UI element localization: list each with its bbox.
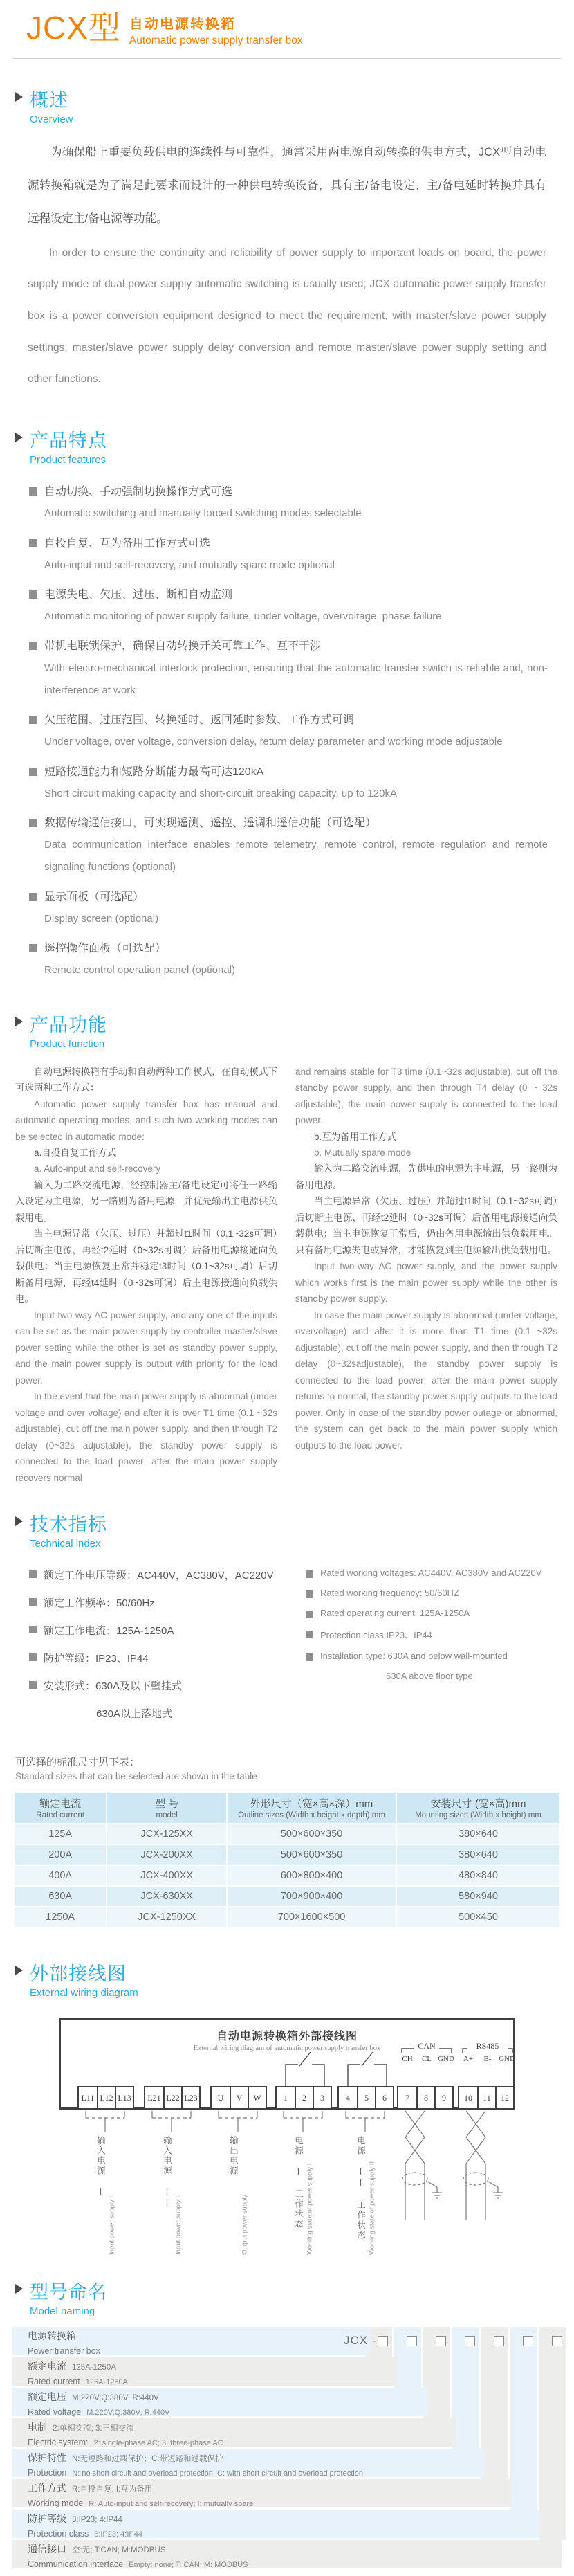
cell: 125A <box>14 1824 107 1844</box>
group-label-zh: 输入电源 II <box>162 2136 172 2210</box>
model-code-box <box>407 2336 417 2346</box>
function-title-en: Product function <box>30 1037 105 1050</box>
feature-zh: 欠压范围、过压范围、转换延时、返回延时参数、工作方式可调 <box>44 714 355 727</box>
function-paragraph: b.互为备用工作方式 <box>314 1131 397 1142</box>
feature-item <box>29 939 548 981</box>
function-paragraph: In case the main power supply is abnormal (under voltage, overvoltage) and after it is more than T1 time (0.1 ~32s adjustable), cut off the main power supply, and then through T2 delay (0~32sadjustable), the standby power supply is connected to the load power; after the main power supply returns to normal, the standby power supply outputs to the load power. Only in case of the standby power outage or abnormal, the system can get back to the main power supply which outputs to the load power. <box>295 1309 557 1451</box>
can-bus-label: CAN <box>418 2041 436 2051</box>
tech-item: Rated working frequency: 50/60HZ <box>306 1588 560 1598</box>
feature-zh: 自投自复、互为备用工作方式可选 <box>44 537 211 550</box>
function-paragraph: 自动电源转换箱有手动和自动两种工作模式，在自动模式下可选两种工作方式： <box>15 1066 277 1094</box>
naming-row: 工作方式 R:自投自复; I:互为备用 Working mode R: Auto-input and self-recovery; I: mutually spare <box>12 2479 512 2507</box>
section-arrow-icon <box>15 1966 23 1975</box>
terminal-strip-can <box>397 2086 454 2110</box>
sizes-table <box>13 1791 561 1928</box>
group-label-en: Output power supply <box>241 2195 249 2256</box>
col-rated-current: 额定电流 Rated current <box>14 1792 107 1824</box>
cell: 700×1600×500 <box>227 1907 396 1928</box>
terminal: 7 <box>405 2093 409 2103</box>
group-label-zh: 电源 II 工作状态 <box>355 2136 366 2241</box>
bullet-square-icon <box>29 716 37 724</box>
section-arrow-icon <box>15 92 23 102</box>
wiring-title-en: External wiring diagram <box>30 1987 138 1999</box>
overview-title-zh: 概述 <box>30 90 68 111</box>
model-code-box <box>378 2336 388 2346</box>
terminal-strip-state2 <box>337 2086 394 2110</box>
tech-item-continuation: 630A以上落地式 <box>96 1708 173 1721</box>
bullet-square-icon <box>29 1626 37 1633</box>
table-header-row <box>14 1792 560 1824</box>
wiring-diagram <box>59 2018 515 2256</box>
feature-en: Display screen (optional) <box>44 912 159 925</box>
table-row <box>14 1824 560 1844</box>
overview-header <box>0 85 574 125</box>
naming-row: 防护等级 3:IP23; 4:IP44 Protection class 3:IP23; 4:IP44 <box>12 2510 539 2538</box>
naming-rows <box>12 2327 562 2570</box>
model-code-dash: - <box>372 2334 376 2347</box>
model-code-prefix: JCX <box>344 2334 369 2348</box>
terminal-strip-input1 <box>77 2086 134 2110</box>
terminal: 6 <box>375 2087 393 2108</box>
feature-zh: 数据传输通信接口，可实现遥测、遥控、遥调和遥信功能（可选配） <box>44 817 377 829</box>
features-list <box>29 482 548 981</box>
feature-zh: 电源失电、欠压、过压、断相自动监测 <box>44 589 233 601</box>
function-header <box>0 1010 574 1050</box>
cell: 480×840 <box>396 1865 560 1886</box>
group-label-input1 <box>95 2136 116 2255</box>
feature-en: Under voltage, over voltage, conversion delay, return delay parameter and working mode adjustable <box>44 736 503 748</box>
group-label-zh: 输出电源 <box>228 2136 239 2177</box>
naming-header <box>0 2277 574 2317</box>
product-model-title: JCX型 <box>26 10 121 46</box>
bullet-square-icon <box>306 1631 313 1638</box>
function-paragraph: Input two-way AC power supply, and the power supply which works first is the main power supply while the other is standby power supply. <box>295 1261 557 1305</box>
rs485-bus-label: RS485 <box>476 2041 499 2051</box>
bullet-square-icon <box>306 1590 313 1598</box>
cell: 500×600×350 <box>227 1844 396 1865</box>
section-sizes <box>0 1754 574 1928</box>
naming-row: 保护特性 N:无短路和过载保护；C:带短路和过载保护 Protection N: no short circuit and overload protection; C: with short circuit and overload protection <box>12 2449 484 2477</box>
tech-title-en: Technical index <box>30 1538 101 1550</box>
feature-item <box>29 637 548 702</box>
bullet-square-icon <box>306 1570 313 1578</box>
table-row <box>14 1886 560 1907</box>
terminal: L13 <box>115 2087 133 2108</box>
feature-item <box>29 586 548 628</box>
function-columns <box>15 1064 557 1487</box>
pin-label: CH <box>402 2055 413 2064</box>
cell: JCX-1250XX <box>107 1907 227 1928</box>
col-outline-sizes: 外形尺寸（宽×高×深）mm Outline sizes (Width x height x depth) mm <box>227 1792 396 1824</box>
function-title-zh: 产品功能 <box>30 1014 107 1035</box>
bullet-square-icon <box>29 590 37 599</box>
page-header <box>0 0 574 47</box>
pin-label: A+ <box>463 2055 474 2064</box>
model-code-box <box>523 2336 533 2346</box>
cell: JCX-400XX <box>107 1865 227 1886</box>
terminal: 2 <box>295 2087 313 2108</box>
cell: 1250A <box>14 1907 107 1928</box>
terminal: U <box>217 2093 224 2103</box>
section-arrow-icon <box>15 1516 23 1526</box>
tech-item: Rated operating current: 125A-1250A <box>306 1608 560 1618</box>
bullet-square-icon <box>29 819 37 827</box>
group-label-en: Working state of power supply I <box>306 2163 314 2256</box>
terminal: 12 <box>495 2087 513 2108</box>
tech-item: Rated working voltages: AC440V, AC380V and AC220V <box>306 1568 560 1578</box>
bullet-square-icon <box>306 1611 313 1618</box>
section-features <box>0 426 574 981</box>
function-paragraph: Input two-way AC power supply, and any one of the inputs can be set as the main power supply by controller master/slave power setting while the other is set as standby power supply, and the main power supply is output with priority for the load power. <box>15 1309 277 1386</box>
cell: JCX-200XX <box>107 1844 227 1865</box>
col-mounting-sizes: 安装尺寸 (宽×高)mm Mounting sizes (Width x height) mm <box>396 1792 560 1824</box>
feature-item <box>29 888 548 930</box>
bullet-square-icon <box>29 487 37 496</box>
function-paragraph: 输入为二路交流电源，先供电的电源为主电源，另一路则为备用电源。 <box>295 1163 557 1190</box>
bullet-square-icon <box>29 1598 37 1606</box>
bullet-square-icon <box>29 944 37 952</box>
feature-item <box>29 814 548 879</box>
section-function <box>0 1010 574 1487</box>
terminal-strip-output <box>210 2086 267 2110</box>
function-paragraph: Automatic power supply transfer box has manual and automatic operating modes, and such two working modes can be selected in automatic mode: <box>15 1098 277 1142</box>
cell: 400A <box>14 1865 107 1886</box>
cell: 700×900×400 <box>227 1886 396 1907</box>
cell: 580×940 <box>396 1886 560 1907</box>
pin-label: GND <box>438 2055 454 2064</box>
cell: 380×640 <box>396 1824 560 1844</box>
wiring-box <box>59 2018 515 2110</box>
wiring-under-area <box>59 2110 515 2256</box>
model-code-box <box>494 2336 504 2346</box>
feature-en: Auto-input and self-recovery, and mutually spare mode optional <box>44 559 335 571</box>
terminal: 10 <box>464 2093 472 2103</box>
model-code-box <box>552 2336 562 2346</box>
feature-item <box>29 763 548 805</box>
wiring-under-lines <box>59 2110 515 2256</box>
table-row <box>14 1907 560 1928</box>
terminal: V <box>230 2087 248 2108</box>
feature-en: Automatic switching and manually forced switching modes selectable <box>44 507 362 520</box>
function-paragraph: 当主电源异常（欠压、过压）并超过t1时间（0.1~32s可调）后切断主电源，再经t2延时（0~32s可调）后备用电源接通向负载供电；当主电源恢复正常后，仍由备用电源输出供负载用电。只有备用电源失电或异常，才能恢复到主电源输出供负载用电。 <box>295 1196 557 1255</box>
function-left-column <box>15 1064 277 1487</box>
overview-title-en: Overview <box>30 114 73 125</box>
cell: 500×450 <box>396 1907 560 1928</box>
sizes-note-zh: 可选择的标准尺寸见下表： <box>15 1757 140 1769</box>
terminal: L11 <box>81 2093 95 2103</box>
model-naming-diagram <box>0 2327 574 2576</box>
col-model: 型 号 model <box>107 1792 227 1824</box>
terminal-strip-state1 <box>275 2086 332 2110</box>
bullet-square-icon <box>29 642 37 650</box>
group-label-state2 <box>355 2136 376 2255</box>
pin-label: GND <box>499 2055 515 2064</box>
tech-list-en <box>306 1568 560 1734</box>
section-technical-index <box>0 1509 574 1734</box>
pin-label: CL <box>421 2055 432 2064</box>
tech-item: 额定工作电流：125A-1250A <box>29 1623 306 1638</box>
function-paragraph: a. Auto-input and self-recovery <box>34 1163 161 1174</box>
function-paragraph: a.自投自复工作方式 <box>34 1147 117 1158</box>
feature-en: Remote control operation panel (optional) <box>44 964 235 977</box>
group-label-en: Input power supply I <box>108 2196 116 2256</box>
feature-zh: 短路接通能力和短路分断能力最高可达120kA <box>44 765 264 778</box>
product-title-zh: 自动电源转换箱 <box>129 17 236 32</box>
product-title-block <box>129 11 303 47</box>
section-arrow-icon <box>15 433 23 442</box>
product-title-en: Automatic power supply transfer box <box>129 35 303 46</box>
function-paragraph: b. Mutually spare mode <box>314 1147 411 1158</box>
feature-zh: 遥控操作面板（可选配） <box>44 943 167 955</box>
bullet-square-icon <box>29 893 37 901</box>
group-label-output <box>228 2136 249 2255</box>
features-title-zh: 产品特点 <box>30 430 107 452</box>
wiring-box-title-en: External wiring diagram of automatic power supply transfer box <box>193 2044 381 2053</box>
tech-columns <box>29 1568 560 1734</box>
bullet-square-icon <box>29 1570 37 1578</box>
feature-item <box>29 482 548 525</box>
tech-item-continuation: 630A above floor type <box>386 1671 473 1682</box>
section-model-naming <box>0 2277 574 2576</box>
bullet-square-icon <box>29 1681 37 1689</box>
function-paragraph: 当主电源异常（欠压、过压）并超过t1时间（0.1~32s可调）后切断主电源，再经t2延时（0~32s可调）后备用电源接通向负载供电；当主电源恢复正常并稳定t3时间（0.1~32s可调）后切断备用电源，再经t4延时（0~32s可调）后主电源接通向负载供电。 <box>15 1228 277 1305</box>
tech-item: Installation type: 630A and below wall-mounted <box>306 1651 560 1661</box>
table-row <box>14 1865 560 1886</box>
section-arrow-icon <box>15 2284 23 2294</box>
cell: 600×800×400 <box>227 1865 396 1886</box>
features-title-en: Product features <box>30 454 107 466</box>
tech-item: 额定工作电压等级：AC440V，AC380V，AC220V <box>29 1568 306 1582</box>
feature-item <box>29 711 548 753</box>
feature-zh: 显示面板（可选配） <box>44 891 145 903</box>
wiring-title-zh: 外部接线图 <box>30 1963 127 1985</box>
tech-item: 安装形式：630A及以下壁挂式 <box>29 1678 306 1693</box>
section-arrow-icon <box>15 1017 23 1026</box>
tech-list-zh <box>29 1568 306 1734</box>
tech-item: Protection class:IP23、IP44 <box>306 1628 560 1641</box>
cell: JCX-630XX <box>107 1886 227 1907</box>
bullet-square-icon <box>29 768 37 776</box>
cell: 630A <box>14 1886 107 1907</box>
model-code-box <box>465 2336 475 2346</box>
features-header <box>0 426 574 466</box>
naming-row: 电制 2:单相交流; 3:三相交流 Electric system: 2: single-phase AC; 3: three-phase AC <box>12 2418 456 2447</box>
feature-en: Short circuit making capacity and short-circuit breaking capacity, up to 120kA <box>44 787 397 799</box>
header-divider <box>13 58 561 59</box>
function-paragraph: and remains stable for T3 time (0.1~32s adjustable), cut off the standby power supply, and then through T4 delay (0 ~ 32s adjustable), the main power supply is connected to the load power. <box>295 1066 557 1126</box>
terminal: L21 <box>147 2093 161 2103</box>
terminal: L23 <box>181 2087 199 2108</box>
terminal: 4 <box>346 2093 350 2103</box>
pin-label: B- <box>483 2055 492 2064</box>
function-right-column <box>295 1064 557 1487</box>
group-label-state1 <box>293 2136 314 2255</box>
model-code-box <box>436 2336 446 2346</box>
bullet-square-icon <box>29 1653 37 1661</box>
terminal-strip-rs485 <box>458 2086 515 2110</box>
group-label-zh: 输入电源 I <box>95 2136 106 2199</box>
tech-header <box>0 1509 574 1550</box>
cell: 380×640 <box>396 1844 560 1865</box>
group-label-zh: 电源 I 工作状态 <box>293 2136 304 2230</box>
feature-en: Automatic monitoring of power supply failure, under voltage, overvoltage, phase failure <box>44 610 442 623</box>
naming-row: 额定电压 M:220V;Q:380V; R:440V Rated voltage M:220V;Q:380V; R:440V <box>12 2388 427 2416</box>
feature-zh: 自动切换、手动强制切换操作方式可选 <box>44 486 233 498</box>
sizes-note-en: Standard sizes that can be selected are shown in the table <box>15 1771 257 1782</box>
terminal-strip-input2 <box>144 2086 201 2110</box>
terminal: L12 <box>97 2087 115 2108</box>
function-paragraph: In the event that the main power supply is abnormal (under voltage and over voltage) and after it is over T1 time (0.1 ~32s adjustable), cut off the main power supply, and then through T2 delay (0~32s adjustable), the standby power supply is connected to the load power; after the main power supply recovers normal <box>15 1391 277 1483</box>
feature-en: Data communication interface enables remote telemetry, remote control, remote regulation and remote signaling functions (optional) <box>44 839 548 873</box>
tech-title-zh: 技术指标 <box>30 1514 107 1536</box>
naming-row: 额定电流 125A-1250A Rated current 125A-1250A <box>12 2357 398 2386</box>
group-label-input2 <box>161 2136 183 2255</box>
overview-paragraph-en: In order to ensure the continuity and reliability of power supply to important loads on board, the power supply mode of dual power supply automatic switching is usually used; JCX automatic power supply transfer box is a power conversion equipment designed to meet the requirement, with master/slave power supply settings, master/slave power supply delay conversion and remote master/slave power supply setting and other functions. <box>28 246 546 386</box>
naming-row: 电源转换箱 Power transfer box <box>12 2327 370 2355</box>
cell: 200A <box>14 1844 107 1865</box>
bullet-square-icon <box>29 539 37 547</box>
feature-zh: 带机电联锁保护，确保自动转换开关可靠工作、互不干涉 <box>44 640 322 653</box>
group-label-en: Input power supply II <box>174 2194 183 2256</box>
feature-en: With electro-mechanical interlock protection, ensuring that the automatic transfer switch is reliable and, non-interference at work <box>44 662 548 696</box>
tech-item: 防护等级：IP23、IP44 <box>29 1651 306 1665</box>
terminal: 1 <box>284 2093 288 2103</box>
section-overview <box>0 85 574 395</box>
group-label-en: Working state of power supply II <box>368 2161 376 2256</box>
feature-item <box>29 534 548 577</box>
terminal: 8 <box>416 2087 434 2108</box>
cell: 500×600×350 <box>227 1824 396 1844</box>
naming-title-zh: 型号命名 <box>30 2282 107 2303</box>
naming-title-en: Model naming <box>30 2305 95 2318</box>
terminal: W <box>248 2087 266 2108</box>
table-row <box>14 1844 560 1865</box>
bullet-square-icon <box>306 1653 313 1661</box>
cell: JCX-125XX <box>107 1824 227 1844</box>
naming-row: 通信接口 空:无; T:CAN; M:MODBUS Communication interface Empty: none; T: CAN; M: MODBUS <box>12 2540 562 2568</box>
terminal: 5 <box>357 2087 375 2108</box>
terminal: L22 <box>163 2087 181 2108</box>
section-wiring-diagram <box>0 1959 574 2256</box>
overview-paragraph-zh: 为确保船上重要负载供电的连续性与可靠性，通常采用两电源自动转换的供电方式，JCX型自动电源转换箱就是为了满足此要求而设计的一种供电转换设备，具有主/备电设定、主/备电延时转换并具有远程设定主/备电源等功能。 <box>28 146 546 225</box>
wiring-header <box>0 1959 574 1999</box>
terminal: 9 <box>434 2087 452 2108</box>
function-paragraph: 输入为二路交流电源，经控制器主/备电设定可将任一路输入设定为主电源，另一路则为备用电源，并优先输出主电源供负载用电。 <box>15 1179 277 1223</box>
terminal: 3 <box>313 2087 331 2108</box>
model-code <box>344 2334 562 2348</box>
wiring-box-title-zh: 自动电源转换箱外部接线图 <box>216 2031 358 2043</box>
tech-item: 额定工作频率：50/60Hz <box>29 1595 306 1610</box>
terminal: 11 <box>477 2087 495 2108</box>
